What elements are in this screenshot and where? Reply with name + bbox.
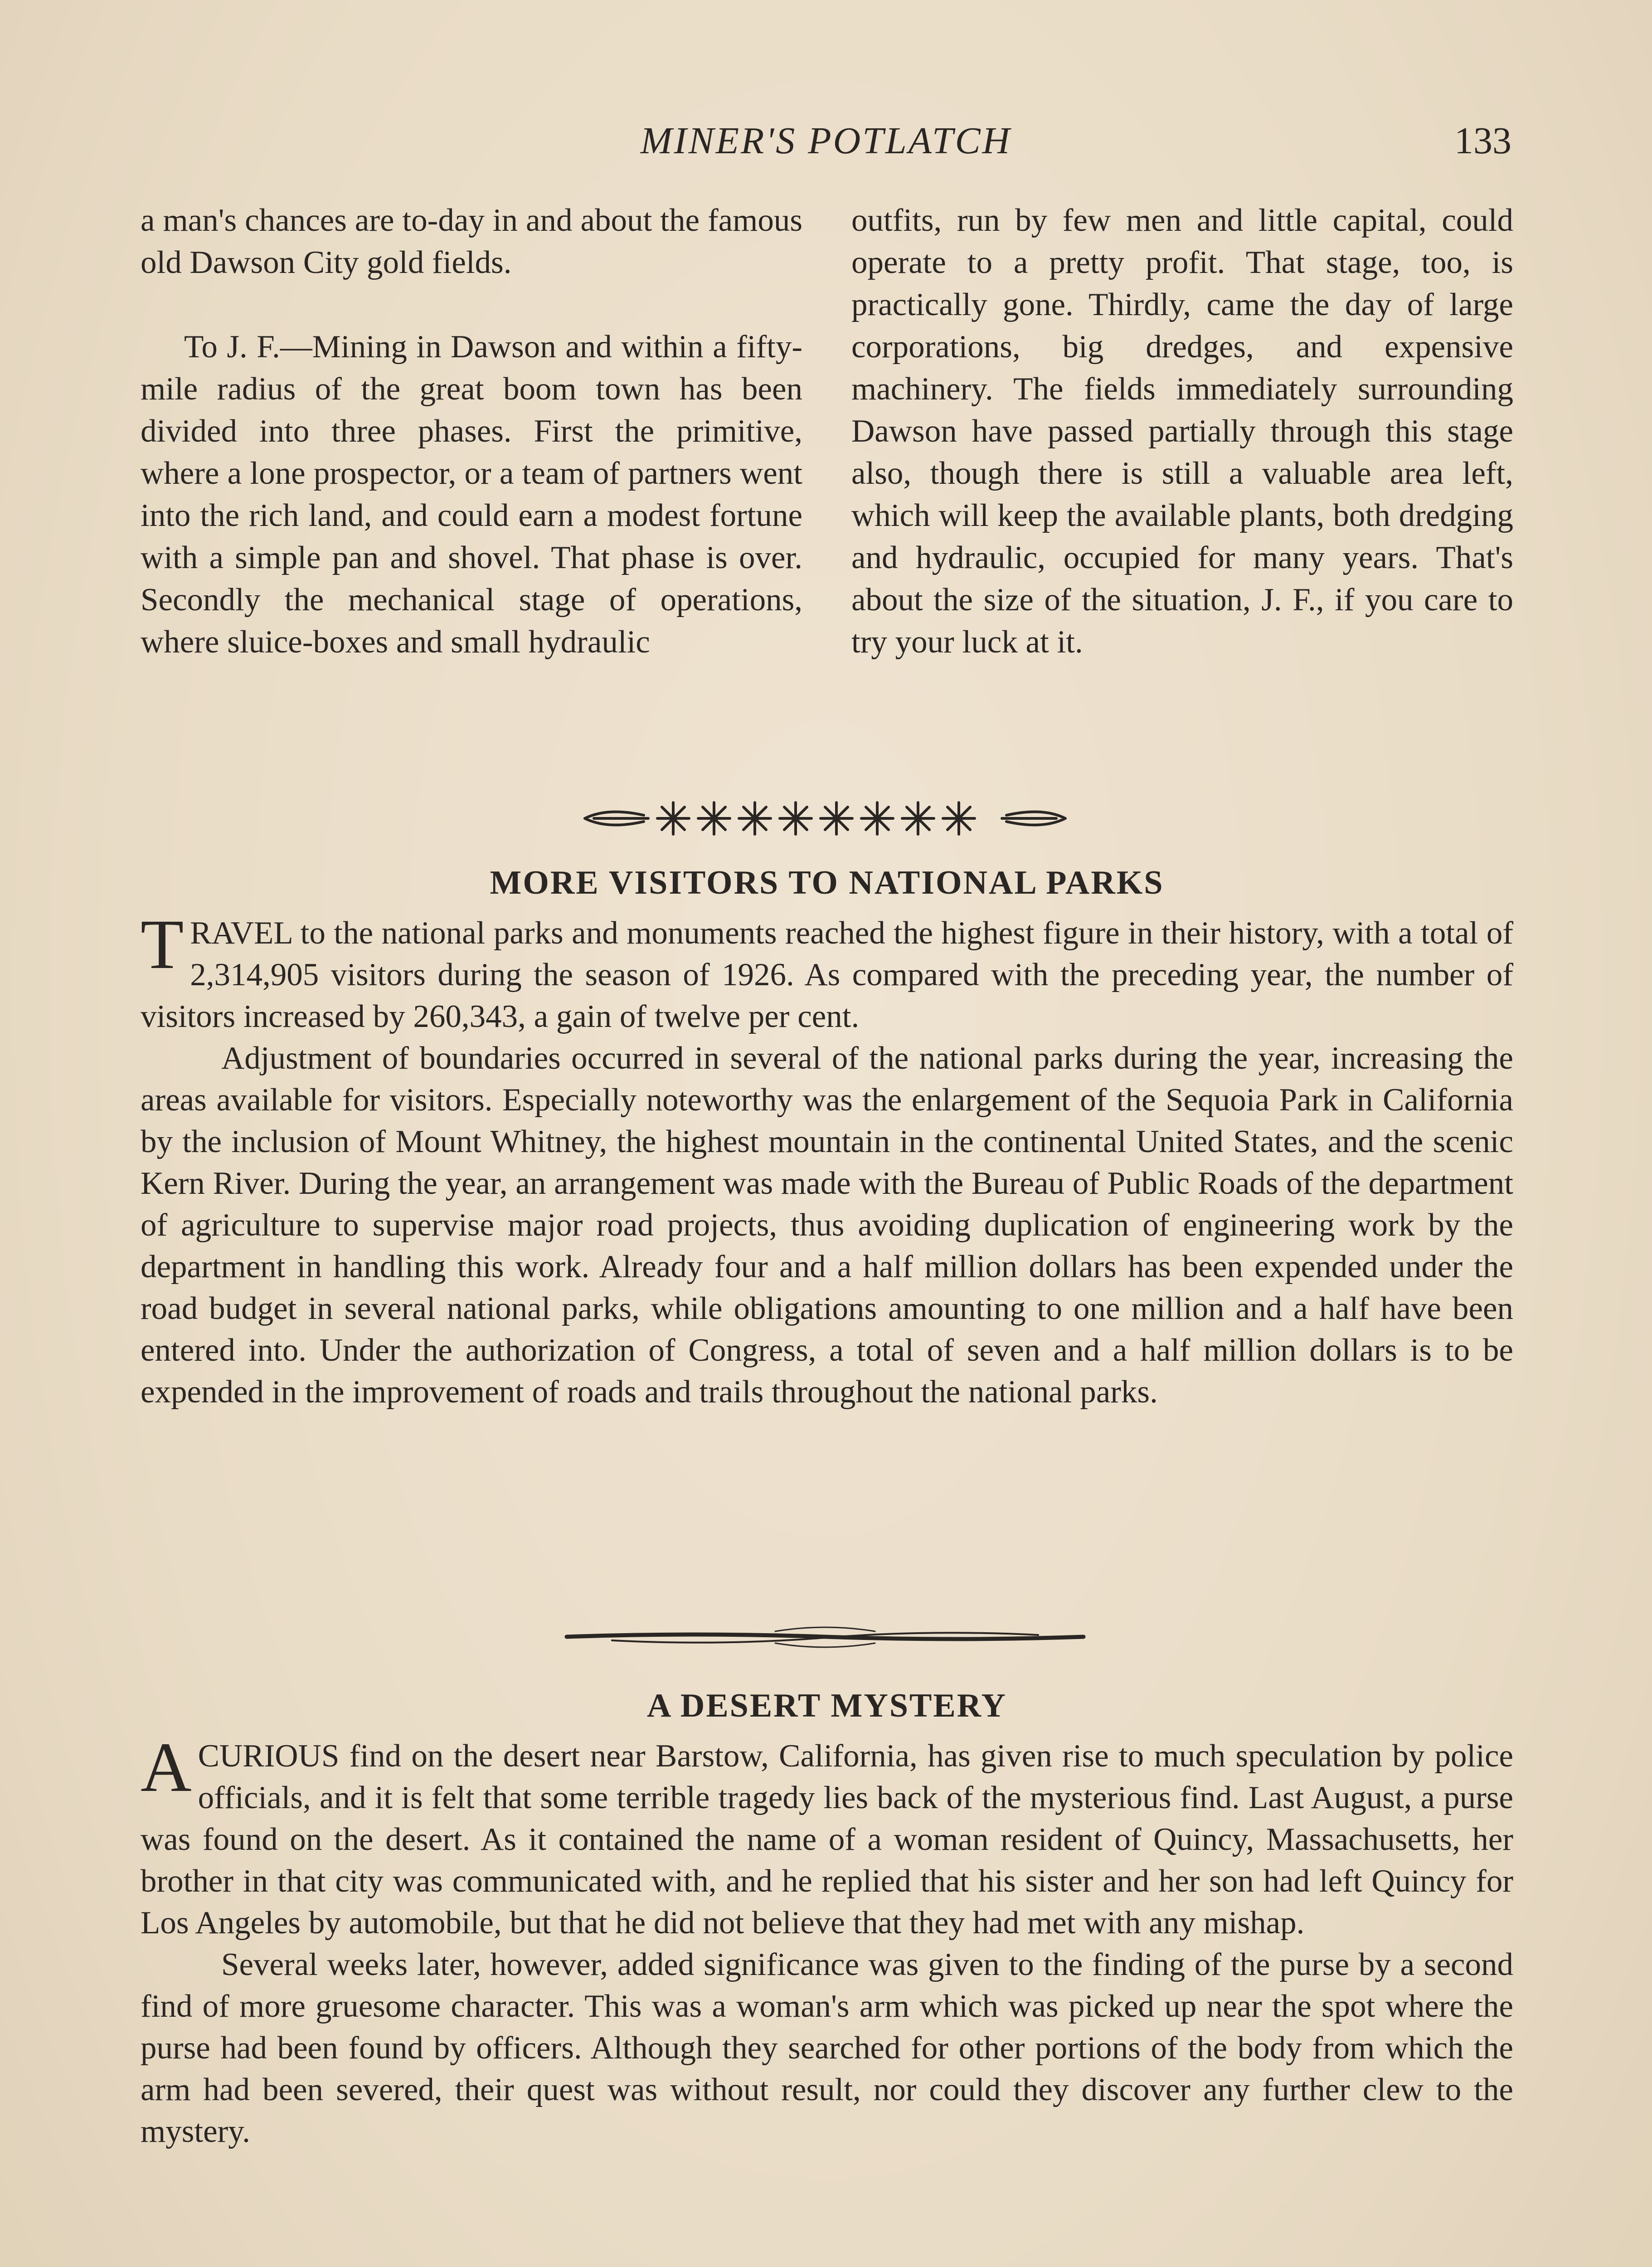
article-title: MORE VISITORS TO NATIONAL PARKS xyxy=(490,864,1164,901)
running-head xyxy=(141,119,1511,169)
left-column xyxy=(141,199,802,663)
page-number: 133 xyxy=(1454,120,1511,162)
article-paragraph: Adjustment of boundaries occurred in several of the national parks during the year, increasing the areas available for visitors. Especially noteworthy was the enlargement of the Sequoia Park in California by the inclusion of Mount Whitney, the highest mountain in the continental United States, and the scenic Kern River. During the year, an arrangement was made with the Bureau of Public Roads of the department of agriculture to supervise major road projects, thus avoiding duplication of engineering work by the department in handling this work. Already four and a half million dollars has been expended under the road budget in several national parks, while obligations amounting to one million and a half have been entered into. Under the authorization of Congress, a total of seven and a half million dollars is to be expended in the improvement of roads and trails throughout the national parks. xyxy=(141,1041,1513,1410)
article-paragraph xyxy=(141,905,1513,1037)
article-national-parks xyxy=(141,864,1513,1413)
star-ornament-divider xyxy=(576,789,1074,848)
article-title: A DESERT MYSTERY xyxy=(647,1687,1007,1724)
running-title: MINER'S POTLATCH xyxy=(640,120,1012,162)
wave-rule-divider xyxy=(558,1614,1093,1659)
right-column-paragraph: outfits, run by few men and little capital, could operate to a pretty profit. That stage, too, is practically gone. Thirdly, came the day of large corporations, big dredges, and expensive machinery. The fields immediately surrounding Dawson have passed partially through this stage also, though there is still a valuable area left, which will keep the available plants, both dredging and hydraulic, occupied for many years. That's about the size of the situation, J. F., if you care to try your luck at it. xyxy=(851,203,1513,660)
drop-cap: A xyxy=(141,1728,192,1806)
left-column-paragraph: a man's chances are to-day in and about the famous old Dawson City gold fields. xyxy=(141,203,802,280)
article-paragraph xyxy=(141,1728,1513,1944)
article-paragraph: Several weeks later, however, added significance was given to the finding of the purse by a second find of more gruesome character. This was a woman's arm which was picked up near the spot where the purse had been found by officers. Although they searched for other portions of the body from which the arm had been severed, their quest was without result, nor could they discover any further clew to the mystery. xyxy=(141,1947,1513,2149)
right-column xyxy=(851,199,1513,663)
article-paragraph-text: CURIOUS find on the desert near Barstow, California, has given rise to much speculation by police officials, and it is felt that some terrible tragedy lies back of the mysterious find. Last August, a purse was found on the desert. As it contained the name of a woman resident of Quincy, Massachusetts, her brother in that city was communicated with, and he replied that his sister and her son had left Quincy for Los Angeles by automobile, but that he did not believe that they had met with any mishap. xyxy=(141,1738,1513,1941)
left-column-paragraph: To J. F.—Mining in Dawson and within a fifty-mile radius of the great boom town has been divided into three phases. First the primitive, where a lone prospector, or a team of partners went into the rich land, and could earn a modest fortune with a simple pan and shovel. That phase is over. Secondly the mechanical stage of operations, where sluice-boxes and small hydraulic xyxy=(141,329,802,660)
drop-cap: T xyxy=(141,905,184,983)
article-desert-mystery xyxy=(141,1687,1513,2152)
article-paragraph-text: RAVEL to the national parks and monuments reached the highest figure in their history, with a total of 2,314,905 visitors during the season of 1926. As compared with the preceding year, the number of visitors increased by 260,343, a gain of twelve per cent. xyxy=(141,915,1513,1034)
continued-article xyxy=(141,199,1513,771)
